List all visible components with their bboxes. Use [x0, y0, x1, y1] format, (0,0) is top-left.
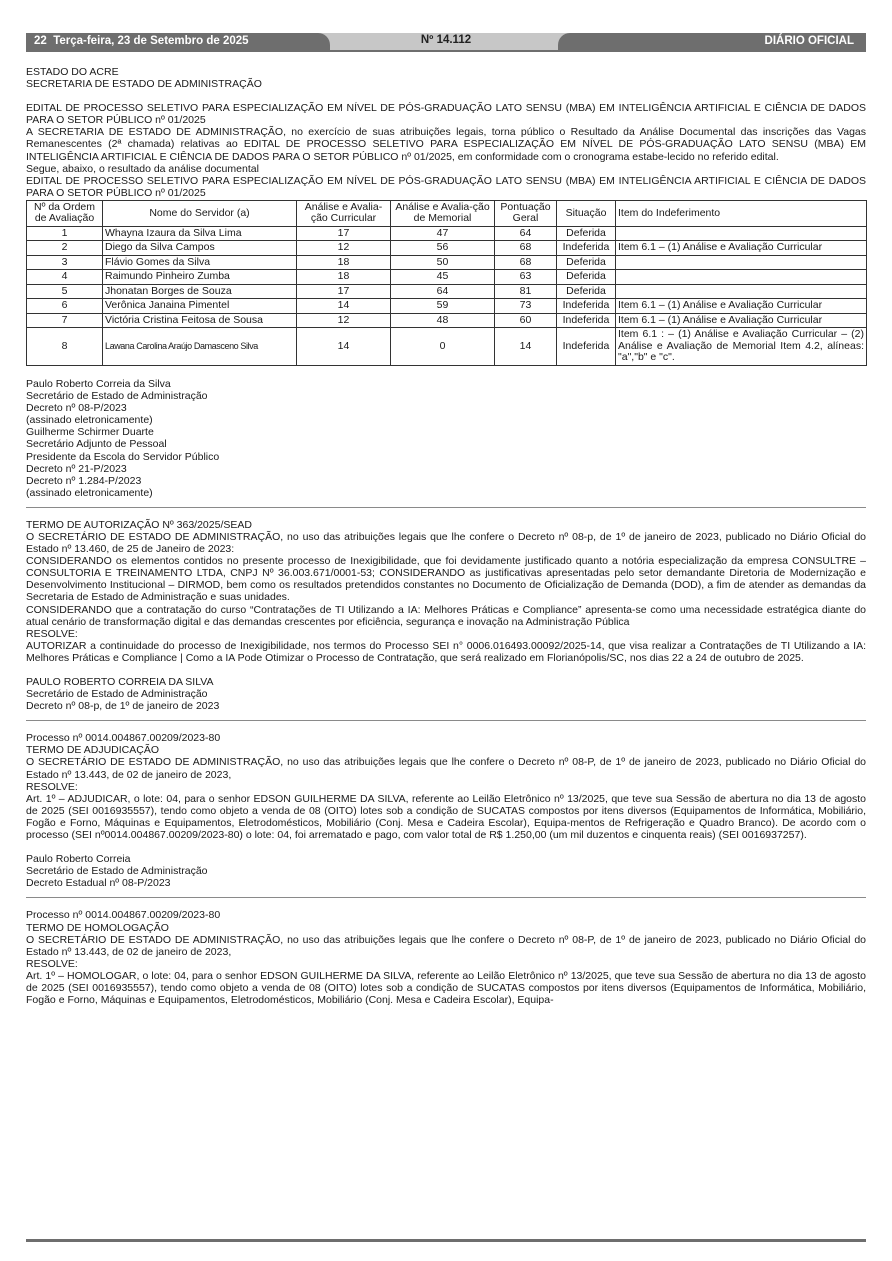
table-cell: 3	[27, 255, 103, 270]
page-header	[26, 33, 866, 50]
signature-block	[26, 378, 866, 499]
table-cell: Victória Cristina Feitosa de Sousa	[103, 313, 297, 328]
table-cell: Diego da Silva Campos	[103, 241, 297, 256]
signature-line: Paulo Roberto Correia	[26, 853, 131, 866]
table-cell: 7	[27, 313, 103, 328]
column-header: Análise e Avalia-ção de Memorial	[391, 200, 495, 226]
table-cell: 73	[495, 299, 557, 314]
table-cell: 14	[495, 328, 557, 366]
spacer	[26, 90, 866, 102]
table-row	[27, 255, 867, 270]
table-cell: 4	[27, 270, 103, 285]
paragraph: AUTORIZAR a continuidade do processo de Inexigibilidade, nos termos do Processo SEI n° 0006.016493.00092/2025-14, que visa realizar a Contratações de TI Utilizando a IA: Melhores Práticas e Compliance | Como a IA Pode Otimizar o Processo de Contratação, que será realizado em Florianópolis/SC, nos dias 22 a 24 de outubro de 2025.	[26, 639, 866, 664]
section-divider	[26, 507, 866, 508]
table-cell: Whayna Izaura da Silva Lima	[103, 226, 297, 241]
table-cell: 68	[495, 255, 557, 270]
paragraph: CONSIDERANDO os elementos contidos no presente processo de Inexigibilidade, que foi devidamente justificado quanto a notória especialização da empresa CONSULTRE – CONSULTORIA E TREINAMENTO LTDA, CNPJ Nº 36.003.671/0001-53; CONSIDERANDO as justificativas apresentadas pelo setor demandante Diretoria de Modernização e Desenvolvimento Institucional – DIRMOD, bem como os resultados pretendidos constantes no Documento de Oficialização de Demanda (DOD), a fim de atender as demandas da Secretaria de Estado de Administração e suas unidades.	[26, 555, 866, 604]
edital-body: A SECRETARIA DE ESTADO DE ADMINISTRAÇÃO, no exercício de suas atribuições legais, torna público o Resultado da Análise Documental das inscrições das Vagas Remanescentes (2ª chamada) relativas ao EDITAL DE PROCESSO SELETIVO PARA ESPECIALIZAÇÃO EM NÍVEL DE PÓS-GRADUAÇÃO LATO SENSU (MBA) EM INTELIGÊNCIA ARTIFICIAL E CIÊNCIA DE DADOS PARA O SETOR PÚBLICO nº 01/2025, em conformidade com o cronograma estabe-lecido no referido edital.	[26, 126, 866, 163]
signature-line: Presidente da Escola do Servidor Público	[26, 450, 220, 463]
signature-line: Decreto nº 21-P/2023	[26, 462, 127, 475]
footer-divider	[26, 1239, 866, 1242]
page-number: 22	[34, 35, 47, 47]
table-cell: 1	[27, 226, 103, 241]
termo-autorizacao-title: TERMO DE AUTORIZAÇÃO Nº 363/2025/SEAD	[26, 518, 252, 531]
signature-line: (assinado eletronicamente)	[26, 414, 153, 427]
table-cell: Item 6.1 – (1) Análise e Avaliação Curricular	[616, 313, 867, 328]
table-cell	[616, 270, 867, 285]
table-cell: Raimundo Pinheiro Zumba	[103, 270, 297, 285]
resolve-label: RESOLVE:	[26, 780, 78, 793]
table-header-row	[27, 200, 867, 226]
termo-homologacao-title: TERMO DE HOMOLOGAÇÃO	[26, 921, 169, 934]
signature-line: Decreto nº 1.284-P/2023	[26, 474, 142, 487]
signature-line: Paulo Roberto Correia da Silva	[26, 377, 171, 390]
table-cell: 6	[27, 299, 103, 314]
table-cell: 18	[297, 255, 391, 270]
table-row	[27, 241, 867, 256]
table-cell: Item 6.1 : – (1) Análise e Avaliação Curricular – (2) Análise e Avaliação de Memorial Item 4.2, alíneas: "a","b" e "c".	[616, 328, 867, 366]
edital-follow: Segue, abaixo, o resultado da análise documental	[26, 162, 259, 175]
paragraph: O SECRETÁRIO DE ESTADO DE ADMINISTRAÇÃO, no uso das atribuições legais que lhe confere o Decreto nº 08-P, de 1º de janeiro de 2023, publicado no Diário Oficial do Estado nº 13.443, de 02 de janeiro de 2023,	[26, 756, 866, 781]
table-cell: 48	[391, 313, 495, 328]
section-divider	[26, 897, 866, 898]
spacer	[26, 841, 866, 853]
signature-line: PAULO ROBERTO CORREIA DA SILVA	[26, 676, 214, 688]
table-row	[27, 270, 867, 285]
edition-number: Nº 14.112	[420, 34, 472, 46]
signature-line: Decreto Estadual nº 08-P/2023	[26, 877, 171, 890]
signature-line: (assinado eletronicamente)	[26, 486, 153, 499]
table-cell: 2	[27, 241, 103, 256]
table-cell: 50	[391, 255, 495, 270]
table-cell: Indeferida	[557, 241, 616, 256]
journal-name: DIÁRIO OFICIAL	[558, 33, 866, 50]
results-table	[26, 200, 867, 366]
table-cell: Verônica Janaina Pimentel	[103, 299, 297, 314]
table-row	[27, 299, 867, 314]
table-cell: Deferida	[557, 226, 616, 241]
table-cell: Item 6.1 – (1) Análise e Avaliação Curricular	[616, 241, 867, 256]
table-cell	[616, 284, 867, 299]
table-cell	[616, 255, 867, 270]
column-header: Item do Indeferimento	[616, 200, 867, 226]
table-cell: 14	[297, 299, 391, 314]
table-row	[27, 284, 867, 299]
spacer	[26, 664, 866, 676]
column-header: Nº da Ordem de Avaliação	[27, 200, 103, 226]
table-cell: 17	[297, 226, 391, 241]
table-cell	[616, 226, 867, 241]
column-header: Pontuação Geral	[495, 200, 557, 226]
paragraph: O SECRETÁRIO DE ESTADO DE ADMINISTRAÇÃO, no uso das atribuições legais que lhe confere o Decreto nº 08-P, de 1º de janeiro de 2023, publicado no Diário Oficial do Estado nº 13.443, de 02 de janeiro de 2023,	[26, 933, 866, 958]
signature-line: Guilherme Schirmer Duarte	[26, 426, 154, 439]
resolve-label: RESOLVE:	[26, 957, 78, 970]
table-row	[27, 226, 867, 241]
table-cell: 56	[391, 241, 495, 256]
state-name: ESTADO DO ACRE	[26, 66, 119, 78]
column-header: Nome do Servidor (a)	[103, 200, 297, 226]
table-cell: 63	[495, 270, 557, 285]
termo-adjudicacao-title: TERMO DE ADJUDICAÇÃO	[26, 744, 160, 757]
document-body	[26, 66, 866, 1006]
table-cell: 8	[27, 328, 103, 366]
signature-line: Secretário de Estado de Administração	[26, 390, 208, 403]
table-cell: Indeferida	[557, 313, 616, 328]
table-cell: 45	[391, 270, 495, 285]
spacer	[26, 366, 866, 378]
table-cell: 81	[495, 284, 557, 299]
edital-title-repeat: EDITAL DE PROCESSO SELETIVO PARA ESPECIALIZAÇÃO EM NÍVEL DE PÓS-GRADUAÇÃO LATO SENSU (MBA) EM INTELIGÊNCIA ARTIFICIAL E CIÊNCIA DE DADOS PARA O SETOR PÚBLICO nº 01/2025	[26, 174, 866, 199]
signature-line: Decreto nº 08-p, de 1º de janeiro de 2023	[26, 700, 220, 713]
process-number: Processo nº 0014.004867.00209/2023-80	[26, 732, 221, 745]
table-cell: 68	[495, 241, 557, 256]
paragraph: Art. 1º – ADJUDICAR, o lote: 04, para o senhor EDSON GUILHERME DA SILVA, referente ao Leilão Eletrônico nº 13/2025, que teve sua Sessão de abertura no dia 13 de agosto de 2025 (SEI 0016935557), tendo como objeto a venda de 08 (OITO) lotes sob a condição de SUCATAS compostos por itens diversos (Equipamentos de Informática, Mobiliário, Fogão e Forno, Máquinas e Equipamentos, Eletrodomésticos, Mobiliário (Conj. Mesa e Cadeira Escolar), Equipa-mentos de Refrigeração e Quadro Branco). De acordo com o processo (SEI nº0014.004867.00209/2023-80) o lote: 04, foi arrematado e pago, com valor total de R$ 1.250,00 (um mil duzentos e cinquenta reais) (SEI 0016937257).	[26, 792, 866, 842]
table-cell: 64	[391, 284, 495, 299]
signature-line: Secretário de Estado de Administração	[26, 688, 208, 701]
table-cell: Jhonatan Borges de Souza	[103, 284, 297, 299]
secretariat-name: SECRETARIA DE ESTADO DE ADMINISTRAÇÃO	[26, 78, 262, 91]
table-cell: 64	[495, 226, 557, 241]
table-cell: Flávio Gomes da Silva	[103, 255, 297, 270]
table-row	[27, 313, 867, 328]
paragraph: Art. 1º – HOMOLOGAR, o lote: 04, para o senhor EDSON GUILHERME DA SILVA, referente ao Leilão Eletrônico nº 13/2025, que teve sua Sessão de abertura no dia 13 de agosto de 2025 (SEI 0016935557), tendo como objeto a venda de 08 (OITO) lotes sob a condição de SUCATAS compostos por itens diversos (Equipamentos de Informática, Mobiliário, Fogão e Forno, Máquinas e Equipamentos, Eletrodomésticos, Mobiliário (Conj. Mesa e Cadeira Escolar), Equipa-	[26, 969, 866, 1007]
paragraph: O SECRETÁRIO DE ESTADO DE ADMINISTRAÇÃO, no uso das atribuições legais que lhe confere o Decreto nº 08-p, de 1º de janeiro de 2023, publicado no Diário Oficial do Estado nº 13.460, de 25 de Janeiro de 2023:	[26, 530, 866, 556]
table-cell: 17	[297, 284, 391, 299]
table-cell: Indeferida	[557, 299, 616, 314]
column-header: Análise e Avalia-ção Curricular	[297, 200, 391, 226]
edital-title: EDITAL DE PROCESSO SELETIVO PARA ESPECIALIZAÇÃO EM NÍVEL DE PÓS-GRADUAÇÃO LATO SENSU (MBA) EM INTELIGÊNCIA ARTIFICIAL E CIÊNCIA DE DADOS PARA O SETOR PÚBLICO nº 01/2025	[26, 102, 866, 127]
table-cell: Deferida	[557, 255, 616, 270]
table-cell: Deferida	[557, 270, 616, 285]
paragraph: CONSIDERANDO que a contratação do curso “Contratações de TI Utilizando a IA: Melhores Práticas e Compliance” apresenta-se como uma necessidade estratégica diante do atual cenário de transformação digital e das demandas crescentes por eficiência, segurança e inovação na Administração Pública	[26, 603, 866, 628]
table-cell: 12	[297, 313, 391, 328]
table-cell: Item 6.1 – (1) Análise e Avaliação Curricular	[616, 299, 867, 314]
table-cell: 59	[391, 299, 495, 314]
table-row	[27, 328, 867, 366]
section-divider	[26, 720, 866, 721]
signature-line: Secretário Adjunto de Pessoal	[26, 438, 167, 451]
table-cell: 18	[297, 270, 391, 285]
signature-line: Secretário de Estado de Administração	[26, 865, 208, 878]
table-cell: Indeferida	[557, 328, 616, 366]
header-divider	[26, 50, 866, 52]
table-cell: 5	[27, 284, 103, 299]
table-cell: 0	[391, 328, 495, 366]
resolve-label: RESOLVE:	[26, 627, 78, 640]
signature-line: Decreto nº 08-P/2023	[26, 402, 127, 415]
table-cell: 14	[297, 328, 391, 366]
table-cell: Deferida	[557, 284, 616, 299]
process-number: Processo nº 0014.004867.00209/2023-80	[26, 909, 221, 922]
table-cell: 47	[391, 226, 495, 241]
column-header: Situação	[557, 200, 616, 226]
header-date: Terça-feira, 23 de Setembro de 2025	[53, 35, 249, 47]
table-cell: Lawana Carolina Araújo Damasceno Silva	[103, 328, 297, 366]
table-cell: 60	[495, 313, 557, 328]
table-cell: 12	[297, 241, 391, 256]
